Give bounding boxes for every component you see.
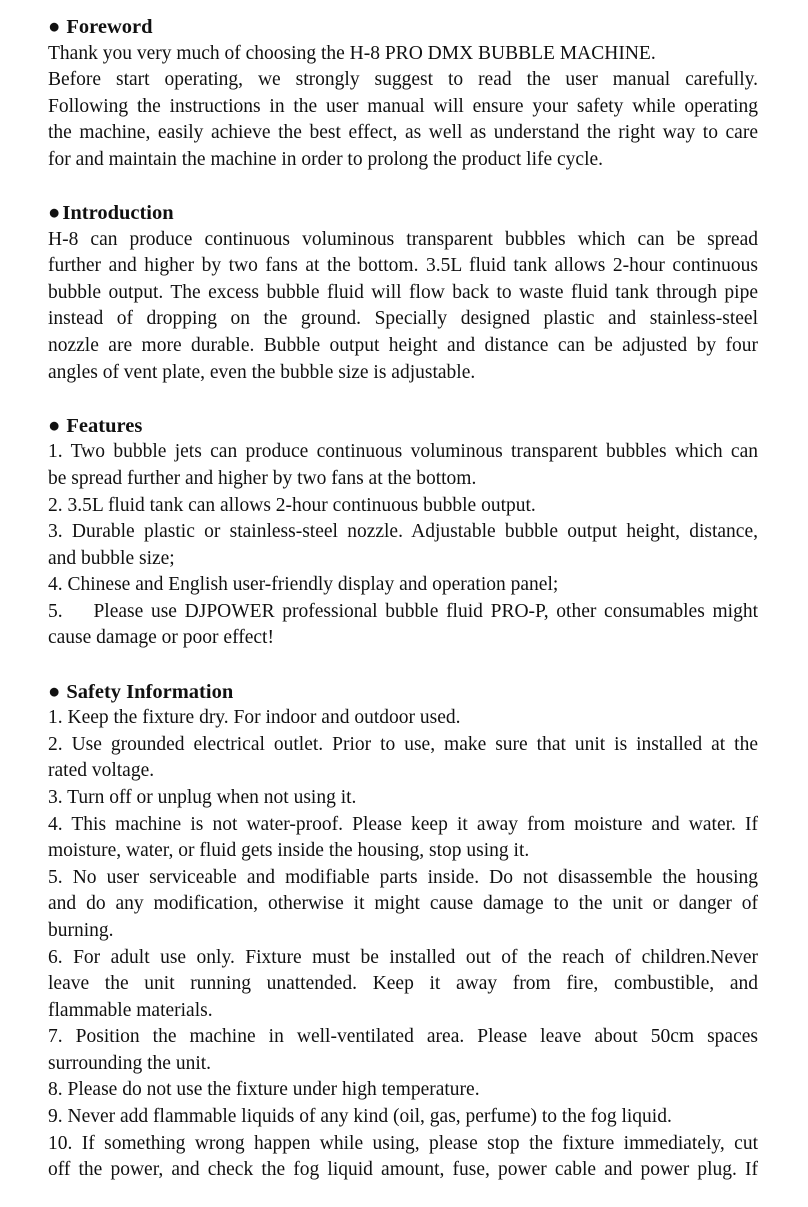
bullet-icon: ●	[48, 414, 61, 437]
bullet-icon: ●	[48, 16, 61, 38]
text-line: 3. Durable plastic or stainless-steel nozzle. Adjustable bubble output height, distance,	[48, 521, 758, 543]
text-line: 10. If something wrong happen while using, please stop the fixture immediately, cut	[48, 1132, 758, 1154]
introduction-section	[48, 200, 758, 386]
text-line: 5. Please use DJPOWER professional bubble fluid PRO-P, other consumables might	[48, 600, 758, 622]
section-heading-safety: ● Safety Information	[48, 680, 234, 703]
text-line: be spread further and higher by two fans at the bottom.	[48, 467, 477, 489]
text-line: 2. 3.5L fluid tank can allows 2-hour continuous bubble output.	[48, 494, 536, 516]
text-line: further and higher by two fans at the bottom. 3.5L fluid tank allows 2-hour continuous	[48, 255, 758, 277]
text-line: 7. Position the machine in well-ventilated area. Please leave about 50cm spaces	[48, 1026, 758, 1048]
text-line: nozzle are more durable. Bubble output height and distance can be adjusted by four	[48, 335, 758, 357]
text-line: 6. For adult use only. Fixture must be installed out of the reach of children.Never	[48, 946, 758, 968]
features-section	[48, 413, 758, 652]
text-line: moisture, water, or fluid gets inside the housing, stop using it.	[48, 840, 530, 862]
text-line: Following the instructions in the user manual will ensure your safety while operating	[48, 95, 758, 117]
text-line: Thank you very much of choosing the H-8 PRO DMX BUBBLE MACHINE.	[48, 42, 656, 64]
text-line: 9. Never add flammable liquids of any kind (oil, gas, perfume) to the fog liquid.	[48, 1106, 672, 1128]
foreword-section	[48, 14, 758, 174]
text-line: instead of dropping on the ground. Specially designed plastic and stainless-steel	[48, 308, 758, 330]
text-line: angles of vent plate, even the bubble size is adjustable.	[48, 361, 476, 383]
section-heading-introduction: ●Introduction	[48, 202, 174, 225]
text-line: bubble output. The excess bubble fluid will flow back to waste fluid tank through pipe	[48, 281, 758, 303]
text-line: H-8 can produce continuous voluminous transparent bubbles which can be spread	[48, 228, 758, 250]
bullet-icon: ●	[48, 680, 61, 703]
text-line: 4. Chinese and English user-friendly display and operation panel;	[48, 574, 559, 596]
text-line: 2. Use grounded electrical outlet. Prior to use, make sure that unit is installed at the	[48, 733, 758, 755]
text-line: off the power, and check the fog liquid amount, fuse, power cable and power plug. If	[48, 1159, 758, 1181]
text-line: 5. No user serviceable and modifiable parts inside. Do not disassemble the housing	[48, 866, 758, 888]
text-line: 4. This machine is not water-proof. Please keep it away from moisture and water. If	[48, 813, 758, 835]
text-line: burning.	[48, 919, 114, 941]
text-line: the machine, easily achieve the best effect, as well as understand the right way to care	[48, 122, 758, 144]
text-line: Before start operating, we strongly suggest to read the user manual carefully.	[48, 69, 758, 91]
bullet-icon: ●	[48, 202, 61, 225]
safety-section	[48, 679, 758, 1184]
text-line: and bubble size;	[48, 547, 175, 569]
text-line: surrounding the unit.	[48, 1052, 212, 1074]
text-line: leave the unit running unattended. Keep it away from fire, combustible, and	[48, 973, 758, 995]
text-line: cause damage or poor effect!	[48, 627, 274, 649]
section-heading-features: ● Features	[48, 414, 143, 437]
text-line: 1. Two bubble jets can produce continuous voluminous transparent bubbles which can	[48, 441, 758, 463]
section-heading-foreword: ● Foreword	[48, 16, 153, 38]
text-line: and do any modification, otherwise it might cause damage to the unit or danger of	[48, 893, 758, 915]
text-line: for and maintain the machine in order to prolong the product life cycle.	[48, 148, 604, 170]
text-line: rated voltage.	[48, 760, 155, 782]
text-line: 8. Please do not use the fixture under high temperature.	[48, 1079, 480, 1101]
text-line: 1. Keep the fixture dry. For indoor and outdoor used.	[48, 707, 461, 729]
text-line: flammable materials.	[48, 999, 213, 1021]
text-line: 3. Turn off or unplug when not using it.	[48, 786, 357, 808]
